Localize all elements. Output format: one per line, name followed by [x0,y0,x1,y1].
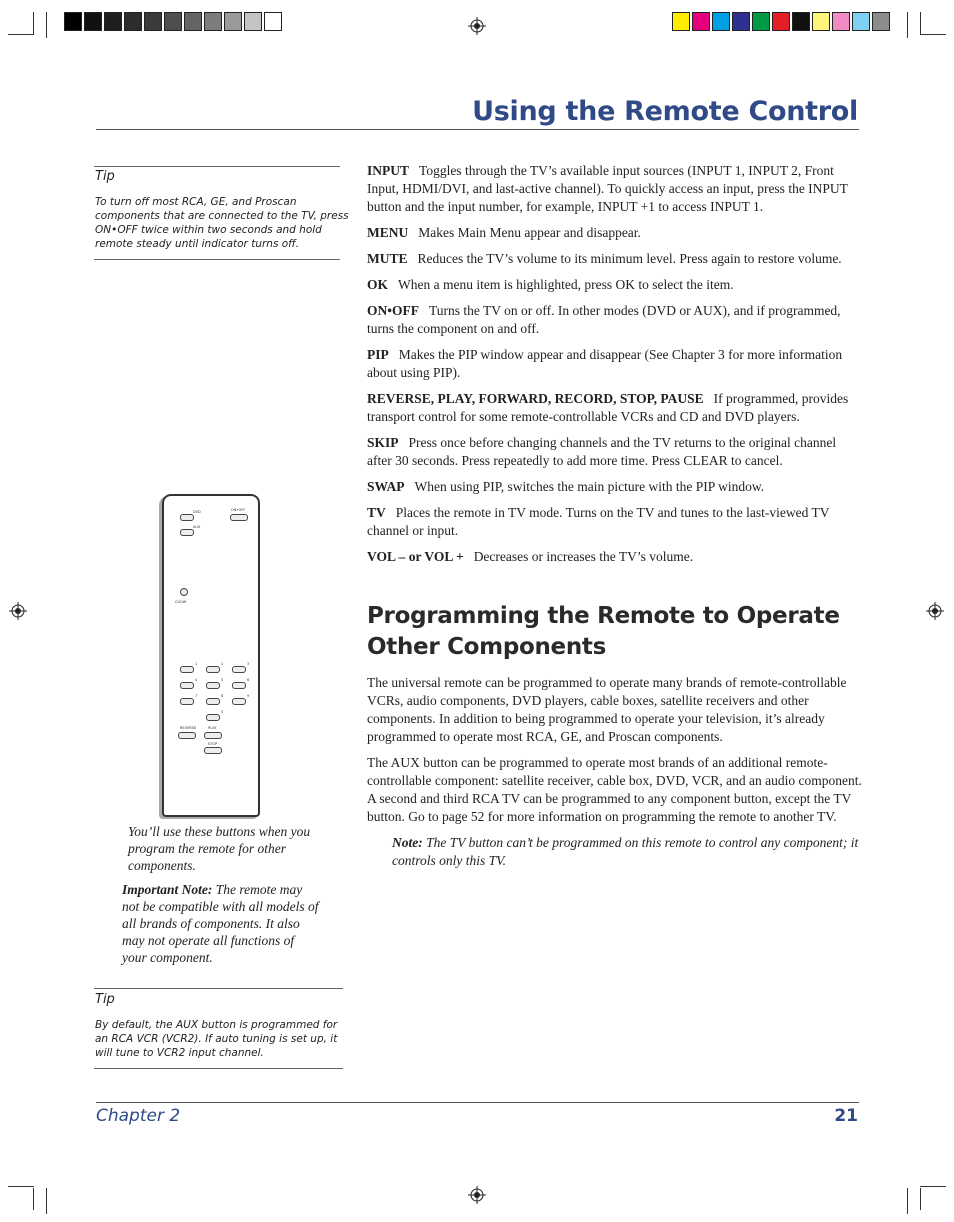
tip-top-rule [94,166,340,167]
tip-heading: Tip [95,169,115,184]
definition-swap: SWAP When using PIP, switches the main picture with the PIP window. [367,479,765,494]
footer-rule [96,1102,859,1103]
definition-transport: REVERSE, PLAY, FORWARD, RECORD, STOP, PAUSE If programmed, provides transport control for some remote-controllable VCRs and CD and DVD players. [367,391,849,424]
digit-button [206,682,220,689]
section-paragraph: The universal remote can be programmed to operate many brands of remote-controllable VCRs, audio components, DVD players, cable boxes, satellite receivers and other components. In addition to being programmed to operate your television, it’s already programmed to operate most RCA, GE, and Proscan components. [367,675,847,744]
registration-mark-icon [926,602,944,620]
definition-volume: VOL – or VOL + Decreases or increases the TV’s volume. [367,549,694,564]
tip-text: To turn off most RCA, GE, and Proscan components that are connected to the TV, press ON•OFF twice within two seconds and hold remote steady until indicator turns off. [95,196,349,250]
page-number: 21 [834,1106,858,1126]
section-note: Note: The TV button can’t be programmed on this remote to control any component; it controls only this TV. [392,835,859,868]
registration-mark-icon [9,602,27,620]
registration-mark-icon [468,1186,486,1204]
chapter-label: Chapter 2 [96,1106,181,1126]
digit-button [180,698,194,705]
definition-ok: OK When a menu item is highlighted, press OK to select the item. [367,277,734,292]
dvd-button [180,514,194,521]
definition-menu: MENU Makes Main Menu appear and disappear. [367,225,641,240]
definition-pip: PIP Makes the PIP window appear and disappear (See Chapter 3 for more information about using PIP). [367,347,843,380]
section-paragraph: The AUX button can be programmed to operate most brands of an additional remote-controllable component: satellite receiver, cable box, DVD, VCR, and an audio component. A second and third RCA TV can be programmed to any component button, except the TV button. Go to page 52 for more information on programming the remote to another TV. [367,755,862,824]
definition-tv: TV Places the remote in TV mode. Turns on the TV and tunes to the last-viewed TV channel or input. [367,505,830,538]
digit-button [232,666,246,673]
header-rule [96,129,859,130]
remote-illustration: DVD AUX ON•OFF CLEAR 1 2 3 4 5 6 7 8 9 0 REVERSE PLAY STOP [162,494,260,817]
page-title: Using the Remote Control [472,96,858,127]
definition-onoff: ON•OFF Turns the TV on or off. In other modes (DVD or AUX), and if programmed, turns the component on and off. [367,303,841,336]
definition-mute: MUTE Reduces the TV’s volume to its minimum level. Press again to restore volume. [367,251,842,266]
tip-bottom-rule [94,1068,343,1069]
tip-bottom-rule [94,259,340,260]
digit-button [180,682,194,689]
digit-button [232,698,246,705]
button-descriptions [367,162,862,878]
tip-heading: Tip [95,992,115,1007]
stop-button [204,747,222,754]
definition-input: INPUT Toggles through the TV’s available input sources (INPUT 1, INPUT 2, Front Input, HDMI/DVI, and last-active channel). To quickly access an input, press the INPUT button and the input number, for example, INPUT +1 to access INPUT 1. [367,163,848,214]
registration-mark-icon [468,17,486,35]
digit-button [232,682,246,689]
definition-skip: SKIP Press once before changing channels and the TV returns to the original channel after 30 seconds. Press repeatedly to add more time. Press CLEAR to cancel. [367,435,837,468]
tip-top-rule [94,988,343,989]
aux-button [180,529,194,536]
digit-button [206,714,220,721]
reverse-button [178,732,196,739]
digit-button [206,698,220,705]
digit-button [180,666,194,673]
tip-text: By default, the AUX button is programmed for an RCA VCR (VCR2). If auto tuning is set up, it will tune to VCR2 input channel. [95,1019,338,1059]
onoff-button [230,514,248,521]
remote-caption: You’ll use these buttons when you program the remote for other components. [128,824,311,873]
digit-button [206,666,220,673]
play-button [204,732,222,739]
clear-button [180,588,188,596]
section-title: Programming the Remote to Operate Other Components [367,603,840,660]
important-note: Important Note: The remote may not be compatible with all models of all brands of components. It also may not operate all functions of your component. [122,882,319,965]
